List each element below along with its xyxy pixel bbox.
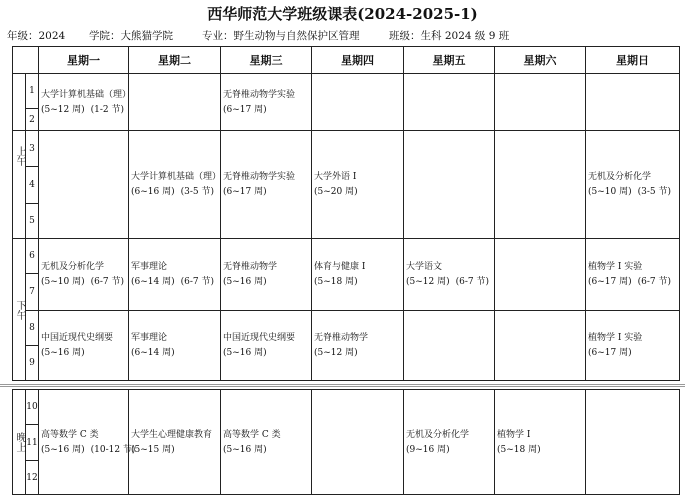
period-number-3: 3: [29, 143, 35, 154]
course-weeks: (5~10 周): [41, 277, 85, 287]
course-weeks: (5~18 周): [497, 444, 541, 455]
course-weeks: (5~10 周): [588, 187, 632, 197]
course-weeks: (5~16 周): [223, 444, 267, 455]
segment-evening-label: 晚上: [14, 432, 25, 452]
period-number-12: 12: [26, 472, 38, 483]
course-weeks: (6~14 周): [131, 348, 175, 358]
course-weeks: (5~12 周): [314, 348, 358, 358]
course-cell-b1-mon[interactable]: [39, 74, 132, 130]
period-number-9: 9: [29, 358, 35, 368]
course-cell-b2-mon[interactable]: [39, 131, 128, 238]
course-cell-b5-wed[interactable]: [221, 390, 311, 494]
course-cell-b4-sat[interactable]: [495, 311, 585, 380]
course-cell-b1-thu[interactable]: [312, 74, 403, 130]
class-label: 班级：生科 2024 级 9 班: [389, 30, 510, 42]
day-header-mon: 星期一: [67, 54, 100, 67]
course-schedule: [406, 276, 494, 288]
course-cell-b3-sun[interactable]: [586, 239, 679, 310]
course-periods: (6-7 节): [180, 277, 214, 287]
course-schedule: [131, 186, 220, 198]
course-cell-b1-wed[interactable]: [221, 74, 311, 130]
course-name: 植物学 I 实验: [588, 333, 643, 343]
page-title: 西华师范大学班级课表(2024-2025-1): [207, 5, 478, 23]
grade-label: 年级：2024: [7, 30, 66, 42]
course-name: 植物学 I 实验: [588, 262, 643, 272]
course-schedule: [41, 104, 128, 116]
course-name: 军事理论: [131, 262, 168, 272]
day-header-wed: 星期三: [249, 54, 283, 67]
course-cell-b1-tue[interactable]: [129, 74, 220, 130]
course-schedule: [314, 347, 403, 359]
course-periods: (6-7 节): [90, 277, 124, 287]
course-schedule: [314, 186, 403, 198]
course-name: 中国近现代史纲要: [41, 333, 114, 343]
course-cell-b2-tue[interactable]: [129, 131, 220, 238]
course-cell-b2-wed[interactable]: [221, 131, 311, 238]
course-schedule: [588, 276, 679, 288]
course-name: 大学计算机基础（理）: [41, 89, 132, 100]
period-number-7: 7: [29, 287, 35, 297]
course-periods: (1-2 节): [90, 104, 124, 115]
course-weeks: (6~14 周): [131, 277, 175, 287]
period-number-5: 5: [29, 216, 35, 226]
course-schedule: [223, 347, 311, 359]
course-cell-b2-sat[interactable]: [495, 131, 585, 238]
course-cell-b5-tue[interactable]: [129, 390, 220, 494]
course-name: 无脊椎动物学: [223, 262, 278, 272]
period-number-2: 2: [29, 114, 35, 125]
course-cell-b3-sat[interactable]: [495, 239, 585, 310]
course-name: 大学生心理健康教育: [131, 429, 213, 440]
course-weeks: (5~16 周): [223, 348, 267, 358]
course-weeks: (6~17 周): [588, 348, 632, 358]
course-weeks: (5~15 周): [131, 444, 175, 455]
course-schedule: [41, 347, 128, 359]
course-schedule: [223, 276, 311, 288]
course-cell-b3-thu[interactable]: [312, 239, 403, 310]
college-label: 学院：大熊猫学院: [89, 30, 173, 42]
day-header-tue: 星期二: [158, 54, 191, 67]
course-weeks: (6~17 周): [223, 187, 267, 197]
course-schedule: [41, 444, 136, 456]
period-number-8: 8: [29, 323, 35, 333]
course-weeks: (6~16 周): [131, 187, 175, 197]
course-periods: (6-7 节): [455, 277, 489, 287]
day-header-thu: 星期四: [341, 54, 374, 67]
period-number-4: 4: [29, 180, 35, 190]
course-periods: (10-12 节): [90, 444, 136, 455]
course-name: 无脊椎动物学: [314, 333, 369, 343]
period-number-11: 11: [26, 437, 38, 448]
course-schedule: [41, 276, 128, 288]
course-weeks: (5~20 周): [314, 187, 358, 197]
course-weeks: (5~12 周): [406, 277, 450, 287]
course-name: 无机及分析化学: [41, 262, 105, 272]
day-header-sat: 星期六: [523, 54, 557, 67]
course-cell-b5-sat[interactable]: [495, 390, 585, 494]
course-cell-b1-sat[interactable]: [495, 74, 585, 130]
course-cell-b4-sun[interactable]: [586, 311, 679, 380]
course-schedule: [223, 186, 311, 198]
course-weeks: (5~16 周): [41, 444, 85, 455]
course-cell-b3-tue[interactable]: [129, 239, 220, 310]
course-cell-b2-sun[interactable]: [586, 131, 679, 238]
course-periods: (3-5 节): [637, 187, 671, 197]
course-cell-b4-tue[interactable]: [129, 311, 220, 380]
course-name: 无脊椎动物学实验: [223, 172, 296, 182]
course-periods: (6-7 节): [637, 277, 671, 287]
course-weeks: (9~16 周): [406, 444, 450, 455]
course-schedule: [314, 276, 403, 288]
course-name: 大学语文: [406, 262, 443, 272]
course-weeks: (6~17 周): [588, 277, 632, 287]
course-name: 中国近现代史纲要: [223, 333, 296, 343]
course-weeks: (5~16 周): [41, 348, 85, 358]
course-cell-b1-fri[interactable]: [404, 74, 494, 130]
course-name: 高等数学 C 类: [41, 429, 99, 440]
course-schedule: [131, 347, 220, 359]
course-name: 无脊椎动物学实验: [223, 89, 296, 100]
day-header-fri: 星期五: [432, 54, 466, 67]
segment-morning-label: 上午: [14, 146, 25, 166]
course-weeks: (5~12 周): [41, 104, 85, 115]
course-name: 大学计算机基础（理）: [131, 172, 222, 182]
day-header-sun: 星期日: [616, 54, 649, 67]
course-cell-b3-fri[interactable]: [404, 239, 494, 310]
course-schedule: [497, 444, 585, 456]
course-schedule: [406, 444, 494, 456]
course-cell-b3-mon[interactable]: [39, 239, 128, 310]
course-cell-b4-mon[interactable]: [39, 311, 128, 380]
period-number-1: 1: [29, 86, 35, 96]
course-weeks: (6~17 周): [223, 104, 267, 115]
course-cell-b5-fri[interactable]: [404, 390, 494, 494]
course-cell-b4-fri[interactable]: [404, 311, 494, 380]
course-name: 体育与健康 I: [314, 262, 366, 272]
course-name: 无机及分析化学: [588, 172, 652, 182]
course-cell-b5-sun[interactable]: [586, 390, 679, 494]
course-cell-b1-sun[interactable]: [586, 74, 679, 130]
course-name: 无机及分析化学: [406, 429, 470, 440]
course-name: 高等数学 C 类: [223, 429, 281, 440]
course-periods: (3-5 节): [180, 187, 214, 197]
course-schedule: [588, 347, 679, 359]
period-number-6: 6: [29, 251, 35, 261]
course-cell-b5-thu[interactable]: [312, 390, 403, 494]
course-schedule: [223, 104, 311, 116]
course-schedule: [131, 276, 220, 288]
course-cell-b2-fri[interactable]: [404, 131, 494, 238]
course-schedule: [131, 444, 220, 456]
course-name: 大学外语 I: [314, 172, 357, 182]
course-cell-b5-mon[interactable]: [39, 390, 136, 494]
course-cell-b4-thu[interactable]: [312, 311, 403, 380]
course-cell-b4-wed[interactable]: [221, 311, 311, 380]
segment-afternoon-label: 下午: [14, 299, 25, 320]
period-number-10: 10: [26, 402, 38, 412]
course-schedule: [588, 186, 679, 198]
course-weeks: (5~18 周): [314, 277, 358, 287]
course-name: 军事理论: [131, 333, 168, 343]
course-cell-b2-thu[interactable]: [312, 131, 403, 238]
course-cell-b3-wed[interactable]: [221, 239, 311, 310]
major-label: 专业：野生动物与自然保护区管理: [202, 30, 360, 42]
course-name: 植物学 I: [497, 429, 531, 440]
course-weeks: (5~16 周): [223, 277, 267, 287]
course-schedule: [223, 444, 311, 456]
